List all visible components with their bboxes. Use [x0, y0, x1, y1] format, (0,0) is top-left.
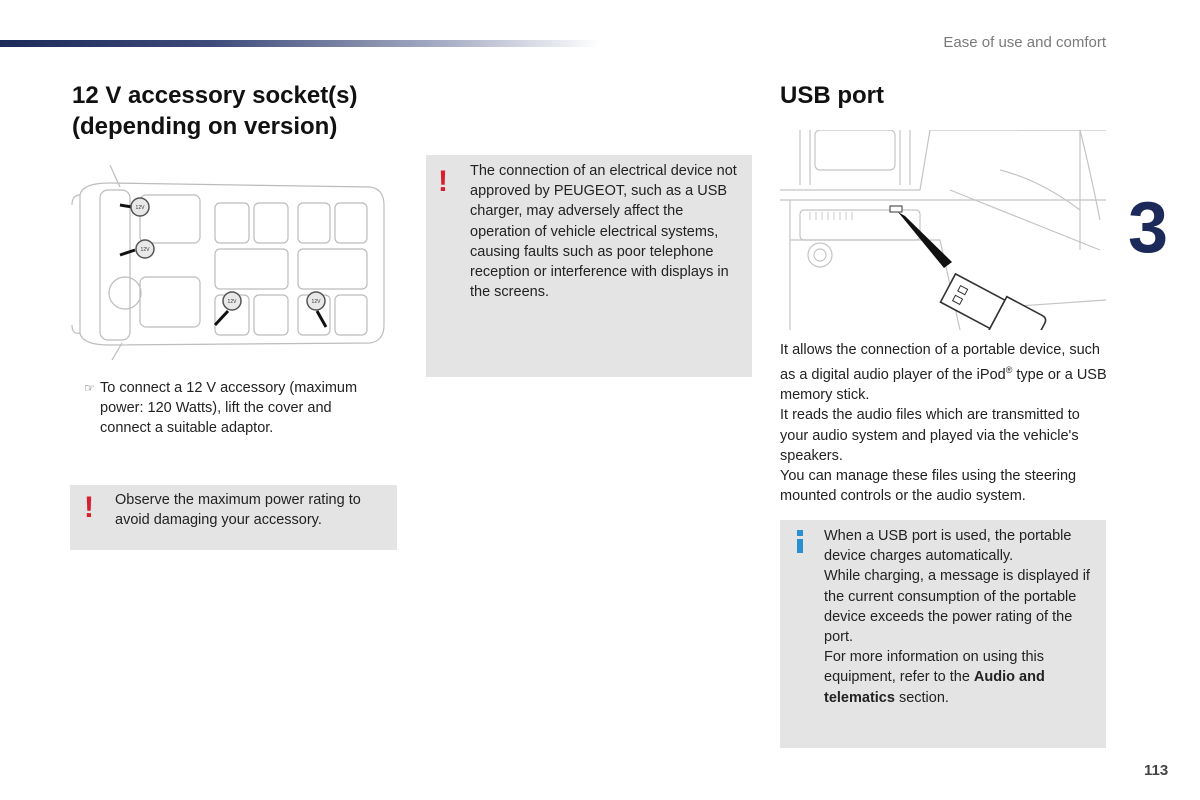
power-rating-warning: [70, 485, 397, 550]
vehicle-sockets-illustration: [70, 165, 390, 360]
usb-port-illustration: [780, 130, 1106, 330]
electrical-device-warning: [426, 155, 752, 377]
vehicle-top-view-drawing: [70, 165, 390, 360]
power-rating-warning-text: Observe the maximum power rating to avoid damaging your accessory.: [115, 492, 361, 529]
usb-para-1-text-end: type or a USB memory stick.: [780, 367, 1107, 404]
socket-label: 12V: [140, 247, 150, 253]
info-para-3-start: For more information on using this equipment, refer to the: [824, 649, 1045, 686]
title-line-2: (depending on version): [72, 113, 338, 140]
usb-charging-info-text: [824, 526, 1096, 708]
chapter-number: 3: [1128, 188, 1169, 268]
usb-dashboard-drawing: [780, 130, 1106, 330]
usb-para-1: [780, 340, 1110, 405]
info-icon: [796, 530, 804, 553]
info-para-3: [824, 647, 1096, 708]
socket-label: 12V: [311, 299, 321, 305]
accessory-socket-title: [72, 80, 412, 142]
section-label: Ease of use and comfort: [943, 34, 1106, 51]
socket-label: 12V: [135, 205, 145, 211]
header-gradient-bar: [0, 40, 600, 47]
usb-para-3: You can manage these files using the steering mounted controls or the audio system.: [780, 468, 1077, 505]
usb-description: [780, 340, 1110, 506]
info-para-2: While charging, a message is displayed if the current consumption of the portable device exceeds the power rating of the port.: [824, 568, 1090, 646]
registered-mark: ®: [1005, 365, 1013, 376]
connect-instruction-text: To connect a 12 V accessory (maximum power: 120 Watts), lift the cover and connect a suitable adaptor.: [100, 380, 358, 437]
warning-icon: !: [84, 491, 94, 524]
usb-para-2: It reads the audio files which are transmitted to your audio system and played via the vehicle's speakers.: [780, 407, 1080, 464]
info-para-1: When a USB port is used, the portable device charges automatically.: [824, 528, 1072, 565]
audio-telematics-reference: Audio and telematics: [824, 669, 1045, 706]
socket-label: 12V: [227, 299, 237, 305]
usb-para-1-text: It allows the connection of a portable device, such as a digital audio player of the iPod: [780, 342, 1100, 384]
page-number: 113: [1144, 762, 1169, 779]
info-para-3-end: section.: [894, 689, 949, 706]
warning-icon: !: [438, 165, 448, 198]
usb-port-title: USB port: [780, 82, 884, 109]
usb-charging-info: [780, 520, 1106, 748]
electrical-device-warning-text: The connection of an electrical device not approved by PEUGEOT, such as a USB charger, may adversely affect the operation of vehicle electrical systems, causing faults such as poor telephone reception or interference with displays in the screens.: [470, 163, 737, 301]
title-line-1: 12 V accessory socket(s): [72, 82, 358, 109]
pointing-hand-icon: ☞: [84, 381, 95, 395]
connect-instruction: [72, 378, 382, 439]
